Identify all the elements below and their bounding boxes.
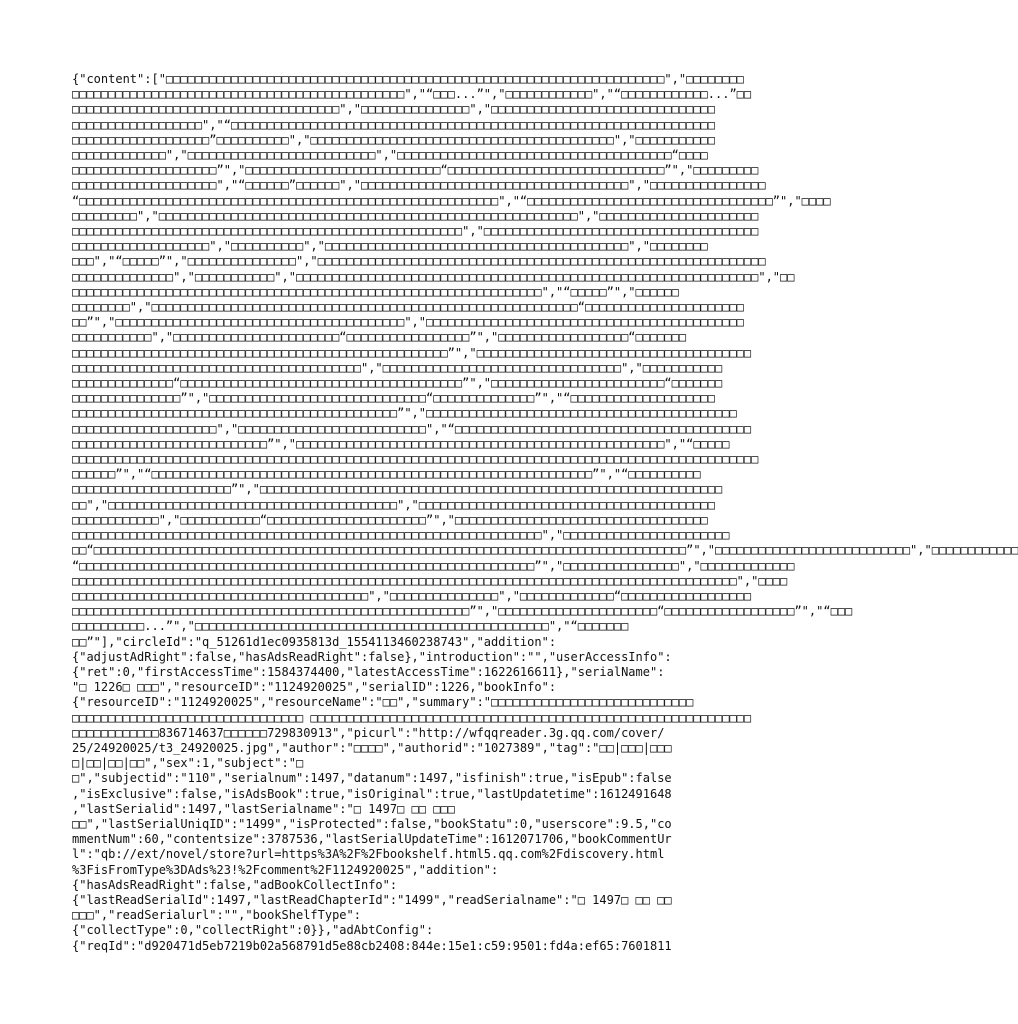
- text-line: □□□□□□□□□□□□□□“□□□□□□□□□□□□□□□□□□□□□□□□□□□□□□□□□□□□□□□”","□□□□□□□□□□□□□□□□□□□□□□□□“□□□□□□□: [72, 376, 723, 391]
- text-line: {"reqId":"d920471d5eb7219b02a568791d5e88cb2408:844e:15e1:c59:9501:fd4a:ef65:7601811: [72, 938, 672, 953]
- text-line: □□□□□□□□□□□□□□□□□□□□□□□□□□□□□□□□ □□□□□□□□□□□□□□□□□□□□□□□□□□□□□□□□□□□□□□□□□□□□□□□□□□□□□□□□□□□□□: [72, 710, 752, 725]
- text-line: □□□□□□□□□□□□□□□□□□□□□□□□□□□□□□□□□□□□□□□□□","□□□□□□□□□□□□□□□","□□□□□□□□□□□□□“□□□□□□□□□□□□□□□□□□: [72, 588, 752, 603]
- text-line: □□□□□□□□","□□□□□□□□□□□□□□□□□□□□□□□□□□□□□□□□□□□□□□□□□□□□□□□□□□□□□□□□□□□“□□□□□□□□□□□□□□□□□□□□□□: [72, 300, 744, 315]
- text-line: □□”"],"circleId":"q_51261d1ec0935813d_1554113460238743","addition":: [72, 634, 557, 649]
- text-line: mmentNum":60,"contentsize":3787536,"lastSerialUpdateTime":1612071706,"bookCommentUr: [72, 832, 672, 847]
- text-line: □□□□□□□□□□□□□□□□□□□□□□”","□□□□□□□□□□□□□□□□□□□□□□□□□□□□□□□□□□□□□□□□□□□□□□□□□□□□□□□□□□□□□□□□: [72, 482, 723, 497]
- text-line: □□□□□□□□□","□□□□□□□□□□□□□□□□□□□□□□□□□□□□□□□□□□□□□□□□□□□□□□□□□□□□□□□□□□","□□□□□□□□□□□□□□□□□□□□□□: [72, 208, 759, 223]
- text-line: □□□□□□□□□□□□□□□□□□□□”","□□□□□□□□□□□□□□□□□□□□□□□□□□□“□□□□□□□□□□□□□□□□□□□□□□□□□□□□□□”","□□□□□□□□□: [72, 163, 759, 178]
- text-line: □□□□□□□□□□□□□□□□□□□□□□□□□□□□□□□□□□□□□□□□□□□□□”","□□□□□□□□□□□□□□□□□□□□□□□□□□□□□□□□□□□□□□□□□□□: [72, 406, 737, 421]
- text-line: {"collectType":0,"collectRight":0}},"adAbtConfig":: [72, 923, 434, 938]
- text-line: 25/24920025/t3_24920025.jpg","author":"□□□□","authorid":"1027389","tag":"□□|□□□|□□□: [72, 740, 672, 755]
- text-line: “□□□□□□□□□□□□□□□□□□□□□□□□□□□□□□□□□□□□□□□□□□□□□□□□□□□□□□□□□□□□□□□”","□□□□□□□□□□□□□□□□","□□□□□□□□□□□□□: [72, 558, 795, 573]
- text-line: □□□□□□□□□□□","□□□□□□□□□□□□□□□□□□□□□□□“□□□□□□□□□□□□□□□□□”","□□□□□□□□□□□□□□□□□□“□□□□□□□: [72, 330, 687, 345]
- text-line: □","subjectid":"110","serialnum":1497,"datanum":1497,"isfinish":true,"isEpub":false: [72, 771, 672, 786]
- text-line: □□□□□□□□□□□□□□□□□□□□","□□□□□□□□□□□□□□□□□□□□□□□□□□","“□□□□□□□□□□□□□□□□□□□□□□□□□□□□□□□□□□□□□□□□□: [72, 421, 752, 436]
- text-line: □□□□□□□□□□□□□□","□□□□□□□□□□□","□□□□□□□□□□□□□□□□□□□□□□□□□□□□□□□□□□□□□□□□□□□□□□□□□□□□□□□□□□□□□□□□","□□: [72, 269, 795, 284]
- text-line: □□□□□□□□□□□□□□□□□□□□□□□□□□□□□□□□□□□□□□□□","□□□□□□□□□□□□□□□□□□□□□□□□□□□□□□□□□","□□□□□□□□□□□: [72, 360, 723, 375]
- text-line: {"adjustAdRight":false,"hasAdsReadRight":false},"introduction":"","userAccessInfo":: [72, 649, 672, 664]
- text-line: □□□□□□□□□□□□□□□□□□□","□□□□□□□□□□","□□□□□□□□□□□□□□□□□□□□□□□□□□□□□□□□□□□□□□□□□□","□□□□□□□□: [72, 239, 708, 254]
- text-line: □□□□□□□□□□□□836714637□□□□□□729830913","picurl":"http://wfqqreader.3g.qq.com/cover/: [72, 725, 665, 740]
- text-line: □□□□□□□□□□□□□□□□□□□□□□□□□□□□□□□□□□□□□","□□□□□□□□□□□□□□□","□□□□□□□□□□□□□□□□□□□□□□□□□□□□□□□: [72, 102, 715, 117]
- json-text-content: [72, 72, 1018, 954]
- text-line: □□”","□□□□□□□□□□□□□□□□□□□□□□□□□□□□□□□□□□□□□□□□","□□□□□□□□□□□□□□□□□□□□□□□□□□□□□□□□□□□□□□□□□□□□: [72, 315, 744, 330]
- text-line: {"resourceID":"1124920025","resourceName":"□□","summary":"□□□□□□□□□□□□□□□□□□□□□□□□□□□□: [72, 695, 694, 710]
- text-line: □□□□□□□□□□□□□□□□□□□□□□□□□□□□□□□□□□□□□□□□□□□□□□","“□□□...”","□□□□□□□□□□□□","“□□□□□□□□□□□□...”□□: [72, 87, 752, 102]
- text-line: □□□","“□□□□□”","□□□□□□□□□□□□□□□","□□□□□□□□□□□□□□□□□□□□□□□□□□□□□□□□□□□□□□□□□□□□□□□□□□□□□□□□□□□□□□: [72, 254, 766, 269]
- text-line: □□□□□□□□□□□□□□□□□□□□□□□□□□□□□□□□□□□□□□□□□□□□□□□□□□□□□□□”","□□□□□□□□□□□□□□□□□□□□□□“□□□□□□□□□□□□□□□□□□”","“□□□: [72, 604, 853, 619]
- text-line: □□□□□□□□□□...”","□□□□□□□□□□□□□□□□□□□□□□□□□□□□□□□□□□□□□□□□□□□□□□□□□","“□□□□□□□: [72, 619, 629, 634]
- text-line: □□□□□□□□□□□□□□□□□□□□□□□□□□□□□□□□□□□□□□□□□□□□□□□□□□□□□□","□□□□□□□□□□□□□□□□□□□□□□□□□□□□□□□□□□□□□□: [72, 224, 759, 239]
- document-page: [72, 72, 1018, 953]
- text-line: □□□□□□□□□□□□□□□□□□□□□□□□□□□□□□□□□□□□□□□□□□□□□□□□□□□□□□□□□□□□□□□□□□□□□□□□□□□□□□□□□□□□□□□□□□□□","□□□□: [72, 573, 788, 588]
- text-line: □□□□□□□□□□□□□□□□□□□”□□□□□□□□□□","□□□□□□□□□□□□□□□□□□□□□□□□□□□□□□□□□□□□□□□□□□","□□□□□□□□□□□: [72, 132, 715, 147]
- text-line: {"hasAdsReadRight":false,"adBookCollectInfo":: [72, 877, 398, 892]
- text-line: “□□□□□□□□□□□□□□□□□□□□□□□□□□□□□□□□□□□□□□□□□□□□□□□□□□□□□□□□□□","“□□□□□□□□□□□□□□□□□□□□□□□□□□□□□□□□□□”","□□□□: [72, 193, 831, 208]
- text-line: □□","lastSerialUniqID":"1499","isProtected":false,"bookStatu":0,"userscore":9.5,"co: [72, 816, 672, 831]
- text-line: ,"isExclusive":false,"isAdsBook":true,"isOriginal":true,"lastUpdatetime":1612491648: [72, 786, 672, 801]
- text-line: □□□□□□□□□□□□□","□□□□□□□□□□□□□□□□□□□□□□□□□□","□□□□□□□□□□□□□□□□□□□□□□□□□□□□□□□□□□□□□□“□□□□: [72, 148, 708, 163]
- text-line: %3FisFromType%3DAds%23!%2Fcomment%2F1124920025","addition":: [72, 862, 499, 877]
- text-line: □□","□□□□□□□□□□□□□□□□□□□□□□□□□□□□□□□□□□□□□□□□","□□□□□□□□□□□□□□□□□□□□□□□□□□□□□□□□□□□□□□□□□: [72, 497, 715, 512]
- text-line: □□□□□□□□□□□□□□□□□□□□□□□□□□□□□□□□□□□□□□□□□□□□□□□□□□□□”","□□□□□□□□□□□□□□□□□□□□□□□□□□□□□□□□□□□□□□: [72, 345, 752, 360]
- text-line: l":"qb://ext/novel/store?url=https%3A%2F%2Fbookshelf.html5.qq.com%2Fdiscovery.html: [72, 847, 665, 862]
- text-line: ,"lastSerialid":1497,"lastSerialname":"□ 1497□ □□ □□□: [72, 801, 455, 816]
- text-line: □□□□□□□□□□□□□□□□□□□□","“□□□□□□”□□□□□□","□□□□□□□□□□□□□□□□□□□□□□□□□□□□□□□□□□□□□","□□□□□□□□□□□□□□□□: [72, 178, 766, 193]
- text-line: {"ret":0,"firstAccessTime":1584374400,"latestAccessTime":1622616611},"serialName":: [72, 664, 665, 679]
- text-line: □□□□□□□□□□□□□□□□□□□□□□□□□□□□□□□□□□□□□□□□□□□□□□□□□□□□□□□□□□□□□□□□□","“□□□□□”","□□□□□□: [72, 284, 679, 299]
- text-line: □□□□□□”","“□□□□□□□□□□□□□□□□□□□□□□□□□□□□□□□□□□□□□□□□□□□□□□□□□□□□□□□□□□□□□”","“□□□□□□□□□□: [72, 467, 701, 482]
- text-line: □□“□□□□□□□□□□□□□□□□□□□□□□□□□□□□□□□□□□□□□□□□□□□□□□□□□□□□□□□□□□□□□□□□□□□□□□□□□□□□□□□□□□”","□□□□□□□□□□□□□□□□□□□□□□□□□□□","□□□□□□□□□□□□: [72, 543, 1018, 558]
- text-line: □□□□□□□□□□□□","□□□□□□□□□□□“□□□□□□□□□□□□□□□□□□□□□□”","□□□□□□□□□□□□□□□□□□□□□□□□□□□□□□□□□□□: [72, 512, 708, 527]
- text-line: {"lastReadSerialId":1497,"lastReadChapterId":"1499","readSerialname":"□ 1497□ □□ □□: [72, 892, 672, 907]
- text-line: □|□□|□□|□□","sex":1,"subject":"□: [72, 756, 304, 771]
- text-line: □□□□□□□□□□□□□□□”","□□□□□□□□□□□□□□□□□□□□□□□□□□□□□□“□□□□□□□□□□□□□□”","“□□□□□□□□□□□□□□□□□□□□: [72, 391, 715, 406]
- text-line: □□□□□□□□□□□□□□□□□□","“□□□□□□□□□□□□□□□□□□□□□□□□□□□□□□□□□□□□□□□□□□□□□□□□□□□□□□□□□□□□□□□□□□□: [72, 117, 715, 132]
- text-line: □□□□□□□□□□□□□□□□□□□□□□□□□□□□□□□□□□□□□□□□□□□□□□□□□□□□□□□□□□□□□□□□□","□□□□□□□□□□□□□□□□□□□□□□□: [72, 528, 730, 543]
- text-line: "□ 1226□ □□□","resourceID":"1124920025","serialID":1226,"bookInfo":: [72, 680, 557, 695]
- text-line: □□□","readSerialurl":"","bookShelfType":: [72, 908, 361, 923]
- text-line: □□□□□□□□□□□□□□□□□□□□□□□□□□□”","□□□□□□□□□□□□□□□□□□□□□□□□□□□□□□□□□□□□□□□□□□□□□□□□□□□","“□□□□□: [72, 436, 730, 451]
- text-line: □□□□□□□□□□□□□□□□□□□□□□□□□□□□□□□□□□□□□□□□□□□□□□□□□□□□□□□□□□□□□□□□□□□□□□□□□□□□□□□□□□□□□□□□□□□□□□□: [72, 452, 759, 467]
- text-line: {"content":["□□□□□□□□□□□□□□□□□□□□□□□□□□□□□□□□□□□□□□□□□□□□□□□□□□□□□□□□□□□□□□□□□□□□□","□□□□□□□□: [72, 72, 744, 86]
